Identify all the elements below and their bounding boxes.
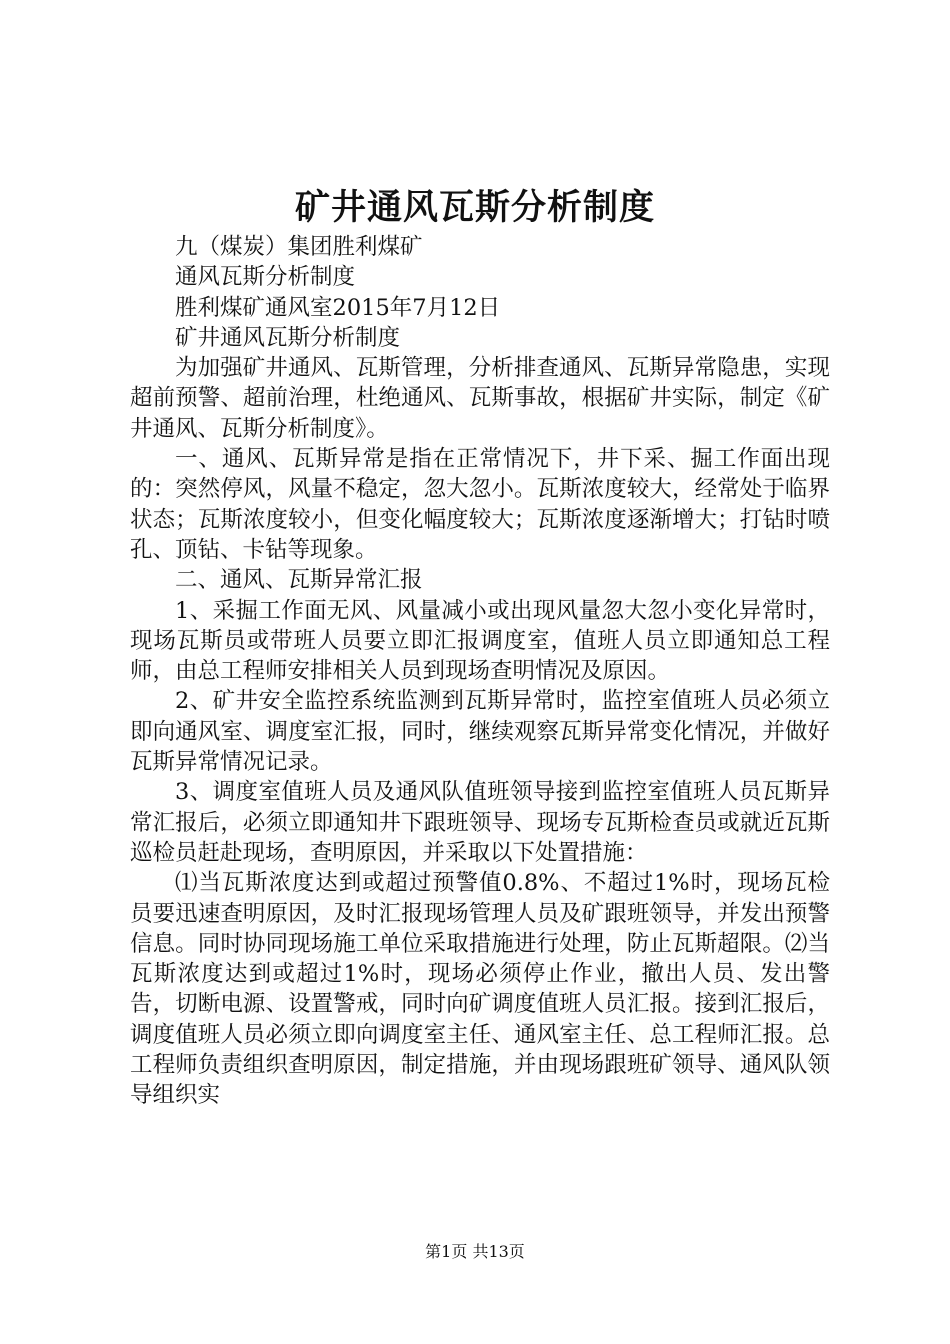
- paragraph-heading: 矿井通风瓦斯分析制度: [175, 324, 401, 351]
- paragraph-section-1: 一、通风、瓦斯异常是指在正常情况下，井下采、掘工作面出现的：突然停风，风量不稳定，忽大忽小。瓦斯浓度较大，经常处于临界状态；瓦斯浓度较小，但变化幅度较大；瓦斯浓度逐渐增大；打钻时喷孔、顶钻、卡钻等现象。: [130, 446, 830, 563]
- paragraph-subtitle: 通风瓦斯分析制度: [175, 264, 356, 291]
- page-footer: 第1页 共13页: [425, 1242, 525, 1261]
- paragraph-issuer-date: 胜利煤矿通风室2015年7月12日: [175, 294, 501, 321]
- paragraph-section-2-heading: 二、通风、瓦斯异常汇报: [175, 567, 423, 594]
- paragraph-item-1: 1、采掘工作面无风、风量减小或出现风量忽大忽小变化异常时，现场瓦斯员或带班人员要立即汇报调度室，值班人员立即通知总工程师，由总工程师安排相关人员到现场查明情况及原因。: [130, 597, 830, 685]
- document-body: [130, 232, 830, 1111]
- paragraph-item-2: 2、矿井安全监控系统监测到瓦斯异常时，监控室值班人员必须立即向通风室、调度室汇报，同时，继续观察瓦斯异常变化情况，并做好瓦斯异常情况记录。: [130, 688, 830, 776]
- paragraph-organization: 九（煤炭）集团胜利煤矿: [175, 234, 423, 260]
- paragraph-item-3: 3、调度室值班人员及通风队值班领导接到监控室值班人员瓦斯异常汇报后，必须立即通知井下跟班领导、现场专瓦斯检查员或就近瓦斯巡检员赶赴现场，查明原因，并采取以下处置措施：: [130, 779, 830, 866]
- paragraph-purpose: 为加强矿井通风、瓦斯管理，分析排查通风、瓦斯异常隐患，实现超前预警、超前治理，杜绝通风、瓦斯事故，根据矿井实际，制定《矿井通风、瓦斯分析制度》。: [130, 355, 830, 442]
- page-title: 矿井通风瓦斯分析制度: [294, 187, 655, 228]
- paragraph-measures: ⑴当瓦斯浓度达到或超过预警值0.8%、不超过1%时，现场瓦检员要迅速查明原因，及时汇报现场管理人员及矿跟班领导，并发出预警信息。同时协同现场施工单位采取措施进行处理，防止瓦斯超限。⑵当瓦斯浓度达到或超过1%时，现场必须停止作业，撤出人员、发出警告，切断电源、设置警戒，同时向矿调度值班人员汇报。接到汇报后，调度值班人员必须立即向调度室主任、通风室主任、总工程师汇报。总工程师负责组织查明原因，制定措施，并由现场跟班矿领导、通风队领导组织实: [130, 870, 830, 1109]
